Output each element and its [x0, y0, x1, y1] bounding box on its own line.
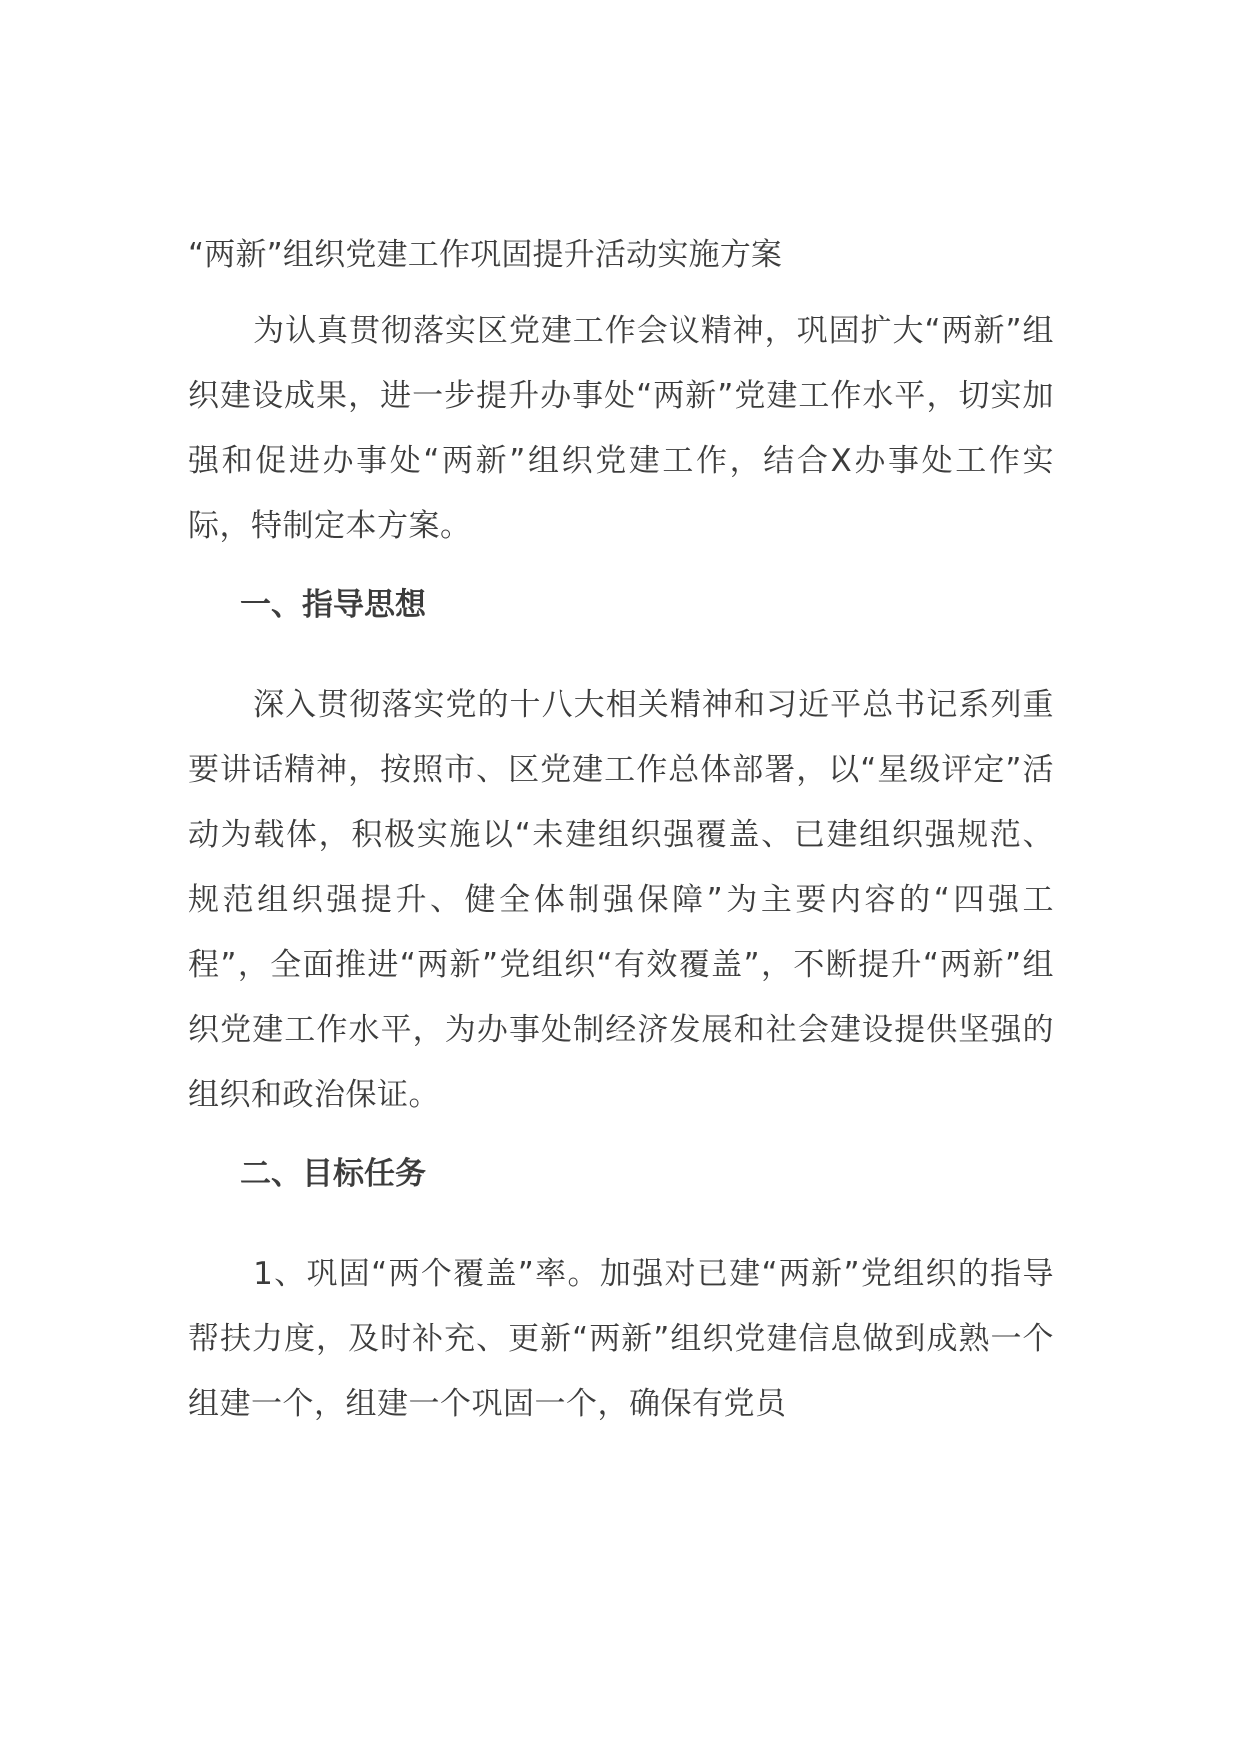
section-heading-goals-tasks: 二、目标任务: [240, 1156, 426, 1192]
goals-item-1-paragraph: 1、巩固“两个覆盖”率。加强对已建“两新”党组织的指导帮扶力度，及时补充、更新“两新”组织党建信息做到成熟一个组建一个，组建一个巩固一个，确保有党员: [188, 1256, 1054, 1422]
intro-paragraph: 为认真贯彻落实区党建工作会议精神，巩固扩大“两新”组织建设成果，进一步提升办事处“两新”党建工作水平，切实加强和促进办事处“两新”组织党建工作，结合X办事处工作实际，特制定本方案。: [188, 313, 1054, 544]
document-page: [188, 235, 1054, 1463]
document-title: “两新”组织党建工作巩固提升活动实施方案: [188, 237, 783, 273]
section-heading-guiding-ideology: 一、指导思想: [240, 587, 426, 623]
guiding-ideology-paragraph: 深入贯彻落实党的十八大相关精神和习近平总书记系列重要讲话精神，按照市、区党建工作总体部署，以“星级评定”活动为载体，积极实施以“未建组织强覆盖、已建组织强规范、规范组织强提升、健全体制强保障”为主要内容的“四强工程”，全面推进“两新”党组织“有效覆盖”，不断提升“两新”组织党建工作水平，为办事处制经济发展和社会建设提供坚强的组织和政治保证。: [188, 687, 1054, 1113]
